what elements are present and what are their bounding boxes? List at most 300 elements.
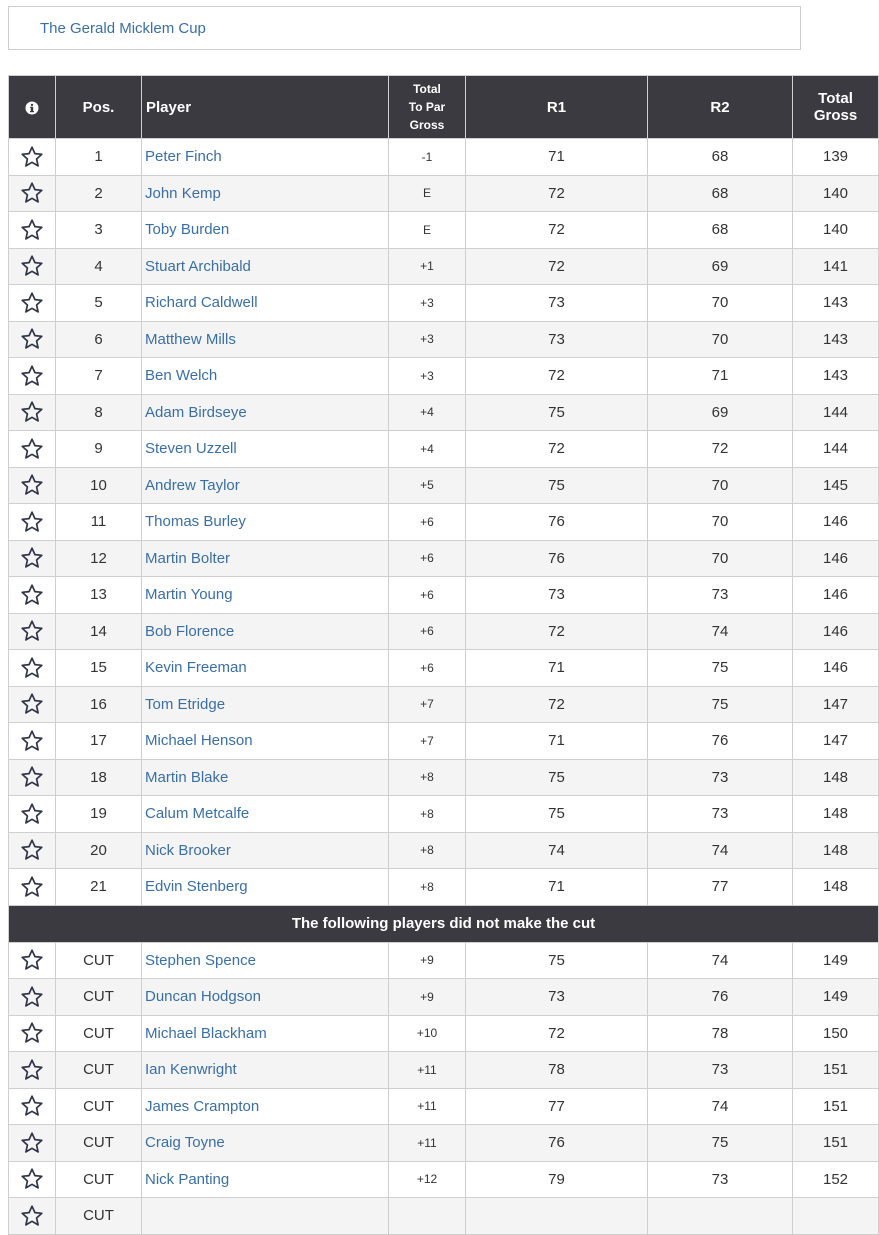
- position-cell: 9: [56, 431, 142, 468]
- topar-header[interactable]: [389, 76, 466, 139]
- round2-cell: 73: [648, 759, 793, 796]
- favorite-cell[interactable]: [9, 1198, 56, 1235]
- total-gross-cell: 152: [793, 1161, 879, 1198]
- star-icon[interactable]: [20, 985, 44, 1009]
- star-icon[interactable]: [20, 729, 44, 753]
- round1-cell: 75: [466, 394, 648, 431]
- star-icon[interactable]: [20, 802, 44, 826]
- player-name-link[interactable]: Ian Kenwright: [145, 1061, 237, 1079]
- player-cell: [142, 394, 389, 431]
- player-cell: [142, 1015, 389, 1052]
- star-icon[interactable]: [20, 948, 44, 972]
- to-par-cell: +8: [389, 869, 466, 906]
- player-cell: [142, 540, 389, 577]
- star-icon[interactable]: [20, 327, 44, 351]
- total-gross-cell: 146: [793, 504, 879, 541]
- position-cell: CUT: [56, 1052, 142, 1089]
- to-par-cell: +7: [389, 723, 466, 760]
- star-icon[interactable]: [20, 583, 44, 607]
- round2-cell: 74: [648, 942, 793, 979]
- position-cell: 12: [56, 540, 142, 577]
- round1-cell: 71: [466, 723, 648, 760]
- round2-cell: 70: [648, 504, 793, 541]
- favorite-cell[interactable]: [9, 832, 56, 869]
- round2-cell: 68: [648, 212, 793, 249]
- position-cell: 7: [56, 358, 142, 395]
- to-par-cell: [389, 1198, 466, 1235]
- to-par-cell: +9: [389, 979, 466, 1016]
- round1-cell: 73: [466, 577, 648, 614]
- position-cell: CUT: [56, 1015, 142, 1052]
- player-name-link[interactable]: James Crampton: [145, 1097, 260, 1115]
- star-icon[interactable]: [20, 400, 44, 424]
- round1-cell: 74: [466, 832, 648, 869]
- player-name-link[interactable]: Calum Metcalfe: [145, 805, 250, 823]
- cut-line-section: [9, 905, 879, 942]
- favorite-cell[interactable]: [9, 1088, 56, 1125]
- topar-header-line1: Total: [413, 82, 441, 96]
- player-name-link[interactable]: Bob Florence: [145, 622, 235, 640]
- cut-players-body: [9, 942, 879, 1234]
- to-par-cell: +3: [389, 321, 466, 358]
- player-row[interactable]: [9, 1198, 879, 1235]
- round2-cell: 76: [648, 979, 793, 1016]
- round1-cell: 75: [466, 796, 648, 833]
- star-icon[interactable]: [20, 364, 44, 388]
- topar-header-line3: Gross: [409, 118, 445, 132]
- round2-cell: 68: [648, 139, 793, 176]
- total-gross-cell: 146: [793, 613, 879, 650]
- round2-cell: 71: [648, 358, 793, 395]
- favorite-cell[interactable]: [9, 431, 56, 468]
- star-icon[interactable]: [20, 473, 44, 497]
- position-cell: 4: [56, 248, 142, 285]
- round1-cell: 75: [466, 942, 648, 979]
- round1-cell: 72: [466, 613, 648, 650]
- to-par-cell: E: [389, 175, 466, 212]
- to-par-cell: +1: [389, 248, 466, 285]
- total-gross-cell: 146: [793, 577, 879, 614]
- total-gross-cell: 147: [793, 723, 879, 760]
- star-icon[interactable]: [20, 181, 44, 205]
- player-name-link[interactable]: Martin Bolter: [145, 549, 231, 567]
- position-cell: 8: [56, 394, 142, 431]
- star-icon[interactable]: [20, 218, 44, 242]
- position-cell: 13: [56, 577, 142, 614]
- total-gross-cell: 151: [793, 1088, 879, 1125]
- favorite-cell[interactable]: [9, 869, 56, 906]
- total-gross-cell: [793, 1198, 879, 1235]
- favorite-cell[interactable]: [9, 540, 56, 577]
- player-name-link[interactable]: Craig Toyne: [145, 1134, 225, 1152]
- favorite-cell[interactable]: [9, 139, 56, 176]
- position-cell: 21: [56, 869, 142, 906]
- round1-cell: 73: [466, 979, 648, 1016]
- favorite-cell[interactable]: [9, 358, 56, 395]
- player-cell: [142, 248, 389, 285]
- favorite-cell[interactable]: [9, 1015, 56, 1052]
- player-row[interactable]: [9, 869, 879, 906]
- player-name-link[interactable]: Ben Welch: [145, 367, 218, 385]
- player-row[interactable]: [9, 431, 879, 468]
- player-row[interactable]: [9, 650, 879, 687]
- player-row[interactable]: [9, 796, 879, 833]
- player-cell: [142, 504, 389, 541]
- star-icon[interactable]: [20, 510, 44, 534]
- round2-cell: 74: [648, 613, 793, 650]
- player-row[interactable]: [9, 504, 879, 541]
- player-name-link[interactable]: Kevin Freeman: [145, 659, 247, 677]
- position-cell: 2: [56, 175, 142, 212]
- round1-cell: 75: [466, 467, 648, 504]
- player-name-link[interactable]: Steven Uzzell: [145, 440, 237, 458]
- star-icon[interactable]: [20, 1021, 44, 1045]
- round1-cell: 71: [466, 139, 648, 176]
- star-icon[interactable]: [20, 1094, 44, 1118]
- favorite-cell[interactable]: [9, 686, 56, 723]
- favorite-cell[interactable]: [9, 577, 56, 614]
- round1-cell: 72: [466, 212, 648, 249]
- to-par-cell: +12: [389, 1161, 466, 1198]
- round2-cell: 72: [648, 431, 793, 468]
- pos-header[interactable]: Pos.: [56, 76, 142, 139]
- total-gross-cell: 151: [793, 1125, 879, 1162]
- favorite-cell[interactable]: [9, 1161, 56, 1198]
- star-icon[interactable]: [20, 1058, 44, 1082]
- player-row[interactable]: [9, 1015, 879, 1052]
- round1-cell: 76: [466, 540, 648, 577]
- star-icon[interactable]: [20, 1204, 44, 1228]
- round1-cell: 78: [466, 1052, 648, 1089]
- star-icon[interactable]: [20, 692, 44, 716]
- total-gross-cell: 144: [793, 394, 879, 431]
- event-title-link[interactable]: The Gerald Micklem Cup: [40, 20, 206, 37]
- round2-cell: 73: [648, 577, 793, 614]
- player-name-link[interactable]: Nick Brooker: [145, 841, 231, 859]
- round2-cell: 73: [648, 1161, 793, 1198]
- position-cell: CUT: [56, 1125, 142, 1162]
- player-row[interactable]: [9, 248, 879, 285]
- round2-cell: 75: [648, 1125, 793, 1162]
- player-cell: [142, 321, 389, 358]
- star-icon[interactable]: [20, 656, 44, 680]
- player-row[interactable]: [9, 139, 879, 176]
- to-par-cell: +11: [389, 1088, 466, 1125]
- favorite-cell[interactable]: [9, 759, 56, 796]
- to-par-cell: +7: [389, 686, 466, 723]
- player-name-link[interactable]: Michael Henson: [145, 732, 253, 750]
- total-gross-cell: 143: [793, 321, 879, 358]
- round1-cell: 73: [466, 285, 648, 322]
- total-gross-cell: 148: [793, 796, 879, 833]
- star-icon[interactable]: [20, 875, 44, 899]
- player-row[interactable]: [9, 723, 879, 760]
- to-par-cell: +4: [389, 431, 466, 468]
- round2-cell: 77: [648, 869, 793, 906]
- star-icon[interactable]: [20, 838, 44, 862]
- player-cell: [142, 431, 389, 468]
- star-icon[interactable]: [20, 254, 44, 278]
- to-par-cell: +9: [389, 942, 466, 979]
- cut-line-row: [9, 905, 879, 942]
- header-row: [9, 76, 879, 139]
- player-row[interactable]: [9, 540, 879, 577]
- round2-cell: 70: [648, 540, 793, 577]
- round2-cell: 69: [648, 394, 793, 431]
- r2-header[interactable]: R2: [648, 76, 793, 139]
- to-par-cell: -1: [389, 139, 466, 176]
- player-name-link[interactable]: Toby Burden: [145, 221, 230, 239]
- favorite-cell[interactable]: [9, 467, 56, 504]
- favorite-cell[interactable]: [9, 796, 56, 833]
- round1-cell: 72: [466, 686, 648, 723]
- total-gross-cell: 144: [793, 431, 879, 468]
- player-row[interactable]: [9, 285, 879, 322]
- player-row[interactable]: [9, 467, 879, 504]
- position-cell: 5: [56, 285, 142, 322]
- player-cell: [142, 139, 389, 176]
- to-par-cell: +6: [389, 577, 466, 614]
- star-icon[interactable]: [20, 291, 44, 315]
- total-gross-cell: 148: [793, 869, 879, 906]
- info-icon[interactable]: [25, 101, 39, 115]
- player-name-link[interactable]: Martin Blake: [145, 768, 229, 786]
- star-icon[interactable]: [20, 1131, 44, 1155]
- player-name-link[interactable]: Andrew Taylor: [145, 476, 240, 494]
- player-cell: [142, 1161, 389, 1198]
- star-icon[interactable]: [20, 437, 44, 461]
- total-header-line2: Gross: [813, 107, 858, 124]
- total-gross-cell: 148: [793, 832, 879, 869]
- position-cell: 1: [56, 139, 142, 176]
- round2-cell: 74: [648, 832, 793, 869]
- favorite-cell[interactable]: [9, 1125, 56, 1162]
- player-row[interactable]: [9, 686, 879, 723]
- to-par-cell: +3: [389, 285, 466, 322]
- position-cell: 11: [56, 504, 142, 541]
- position-cell: 17: [56, 723, 142, 760]
- player-row[interactable]: [9, 1052, 879, 1089]
- to-par-cell: +10: [389, 1015, 466, 1052]
- to-par-cell: +11: [389, 1052, 466, 1089]
- player-name-link[interactable]: Richard Caldwell: [145, 294, 258, 312]
- round1-cell: 77: [466, 1088, 648, 1125]
- star-icon[interactable]: [20, 619, 44, 643]
- player-name-link[interactable]: Duncan Hodgson: [145, 988, 261, 1006]
- player-name-link[interactable]: Adam Birdseye: [145, 403, 247, 421]
- to-par-cell: +6: [389, 540, 466, 577]
- favorite-cell[interactable]: [9, 285, 56, 322]
- player-name-link[interactable]: Michael Blackham: [145, 1024, 267, 1042]
- favorite-cell[interactable]: [9, 613, 56, 650]
- to-par-cell: +8: [389, 796, 466, 833]
- player-row[interactable]: [9, 577, 879, 614]
- player-row[interactable]: [9, 358, 879, 395]
- round1-cell: 75: [466, 759, 648, 796]
- player-row[interactable]: [9, 212, 879, 249]
- total-gross-cell: 143: [793, 285, 879, 322]
- round2-cell: 70: [648, 467, 793, 504]
- round1-cell: 76: [466, 1125, 648, 1162]
- position-cell: 18: [56, 759, 142, 796]
- leaderboard-table: [8, 75, 879, 1235]
- favorite-cell[interactable]: [9, 175, 56, 212]
- round1-cell: 76: [466, 504, 648, 541]
- position-cell: CUT: [56, 942, 142, 979]
- player-name-link[interactable]: Peter Finch: [145, 148, 222, 166]
- player-row[interactable]: [9, 394, 879, 431]
- player-header[interactable]: Player: [142, 76, 389, 139]
- total-gross-cell: 139: [793, 139, 879, 176]
- round2-cell: 70: [648, 321, 793, 358]
- favorite-cell[interactable]: [9, 979, 56, 1016]
- player-row[interactable]: [9, 832, 879, 869]
- to-par-cell: +11: [389, 1125, 466, 1162]
- player-name-link[interactable]: John Kemp: [145, 184, 221, 202]
- player-name-link[interactable]: Stuart Archibald: [145, 257, 251, 275]
- total-gross-cell: 148: [793, 759, 879, 796]
- position-cell: 15: [56, 650, 142, 687]
- favorite-cell[interactable]: [9, 321, 56, 358]
- to-par-cell: +4: [389, 394, 466, 431]
- position-cell: 10: [56, 467, 142, 504]
- position-cell: CUT: [56, 1161, 142, 1198]
- player-cell: [142, 358, 389, 395]
- favorite-cell[interactable]: [9, 1052, 56, 1089]
- to-par-cell: +6: [389, 504, 466, 541]
- total-gross-cell: 149: [793, 942, 879, 979]
- player-cell: [142, 686, 389, 723]
- favorite-cell[interactable]: [9, 248, 56, 285]
- player-cell: [142, 796, 389, 833]
- player-name-link[interactable]: Matthew Mills: [145, 330, 236, 348]
- to-par-cell: +8: [389, 832, 466, 869]
- favorite-cell[interactable]: [9, 394, 56, 431]
- to-par-cell: +8: [389, 759, 466, 796]
- round1-cell: 71: [466, 650, 648, 687]
- player-row[interactable]: [9, 942, 879, 979]
- star-icon[interactable]: [20, 765, 44, 789]
- to-par-cell: E: [389, 212, 466, 249]
- round1-cell: 72: [466, 1015, 648, 1052]
- position-cell: CUT: [56, 1088, 142, 1125]
- player-cell: [142, 869, 389, 906]
- player-row[interactable]: [9, 1161, 879, 1198]
- player-name-link[interactable]: Tom Etridge: [145, 695, 226, 713]
- player-name-link[interactable]: Edvin Stenberg: [145, 878, 248, 896]
- player-name-link[interactable]: Thomas Burley: [145, 513, 246, 531]
- event-title-box: [8, 6, 801, 50]
- player-name-link[interactable]: Stephen Spence: [145, 951, 256, 969]
- round2-cell: 69: [648, 248, 793, 285]
- favorite-cell[interactable]: [9, 723, 56, 760]
- round1-cell: 72: [466, 248, 648, 285]
- info-header[interactable]: [9, 76, 56, 139]
- favorite-cell[interactable]: [9, 942, 56, 979]
- total-gross-cell: 151: [793, 1052, 879, 1089]
- player-name-link[interactable]: Nick Panting: [145, 1170, 230, 1188]
- round2-cell: 75: [648, 650, 793, 687]
- topar-header-line2: To Par: [408, 100, 446, 114]
- player-cell: [142, 979, 389, 1016]
- player-cell: [142, 175, 389, 212]
- player-cell: [142, 759, 389, 796]
- round1-cell: 73: [466, 321, 648, 358]
- player-cell: [142, 723, 389, 760]
- player-cell: [142, 942, 389, 979]
- round2-cell: [648, 1198, 793, 1235]
- player-row[interactable]: [9, 1125, 879, 1162]
- player-row[interactable]: [9, 1088, 879, 1125]
- round2-cell: 73: [648, 796, 793, 833]
- player-cell: [142, 1052, 389, 1089]
- total-header-line1: Total: [818, 90, 853, 107]
- position-cell: 19: [56, 796, 142, 833]
- player-row[interactable]: [9, 613, 879, 650]
- player-row[interactable]: [9, 175, 879, 212]
- total-gross-header[interactable]: [793, 76, 879, 139]
- star-icon[interactable]: [20, 145, 44, 169]
- round2-cell: 76: [648, 723, 793, 760]
- round1-cell: [466, 1198, 648, 1235]
- round2-cell: 78: [648, 1015, 793, 1052]
- player-cell: [142, 1125, 389, 1162]
- player-cell: [142, 613, 389, 650]
- position-cell: 20: [56, 832, 142, 869]
- total-gross-cell: 147: [793, 686, 879, 723]
- round2-cell: 68: [648, 175, 793, 212]
- round2-cell: 73: [648, 1052, 793, 1089]
- total-gross-cell: 140: [793, 212, 879, 249]
- player-row[interactable]: [9, 979, 879, 1016]
- star-icon[interactable]: [20, 546, 44, 570]
- favorite-cell[interactable]: [9, 650, 56, 687]
- player-cell: [142, 285, 389, 322]
- player-cell: [142, 650, 389, 687]
- round1-cell: 72: [466, 431, 648, 468]
- total-gross-cell: 141: [793, 248, 879, 285]
- total-gross-cell: 145: [793, 467, 879, 504]
- to-par-cell: +6: [389, 650, 466, 687]
- r1-header[interactable]: R1: [466, 76, 648, 139]
- player-cell: [142, 832, 389, 869]
- player-row[interactable]: [9, 759, 879, 796]
- round2-cell: 70: [648, 285, 793, 322]
- position-cell: 16: [56, 686, 142, 723]
- player-name-link[interactable]: Martin Young: [145, 586, 233, 604]
- to-par-cell: +5: [389, 467, 466, 504]
- position-cell: 3: [56, 212, 142, 249]
- total-gross-cell: 146: [793, 650, 879, 687]
- to-par-cell: +6: [389, 613, 466, 650]
- star-icon[interactable]: [20, 1167, 44, 1191]
- player-row[interactable]: [9, 321, 879, 358]
- favorite-cell[interactable]: [9, 504, 56, 541]
- total-gross-cell: 149: [793, 979, 879, 1016]
- round1-cell: 79: [466, 1161, 648, 1198]
- leaderboard-body: [9, 139, 879, 906]
- position-cell: CUT: [56, 1198, 142, 1235]
- round2-cell: 75: [648, 686, 793, 723]
- cut-line-message: The following players did not make the cut: [9, 905, 879, 942]
- round1-cell: 72: [466, 358, 648, 395]
- to-par-cell: +3: [389, 358, 466, 395]
- total-gross-cell: 146: [793, 540, 879, 577]
- position-cell: 6: [56, 321, 142, 358]
- favorite-cell[interactable]: [9, 212, 56, 249]
- position-cell: 14: [56, 613, 142, 650]
- player-cell: [142, 577, 389, 614]
